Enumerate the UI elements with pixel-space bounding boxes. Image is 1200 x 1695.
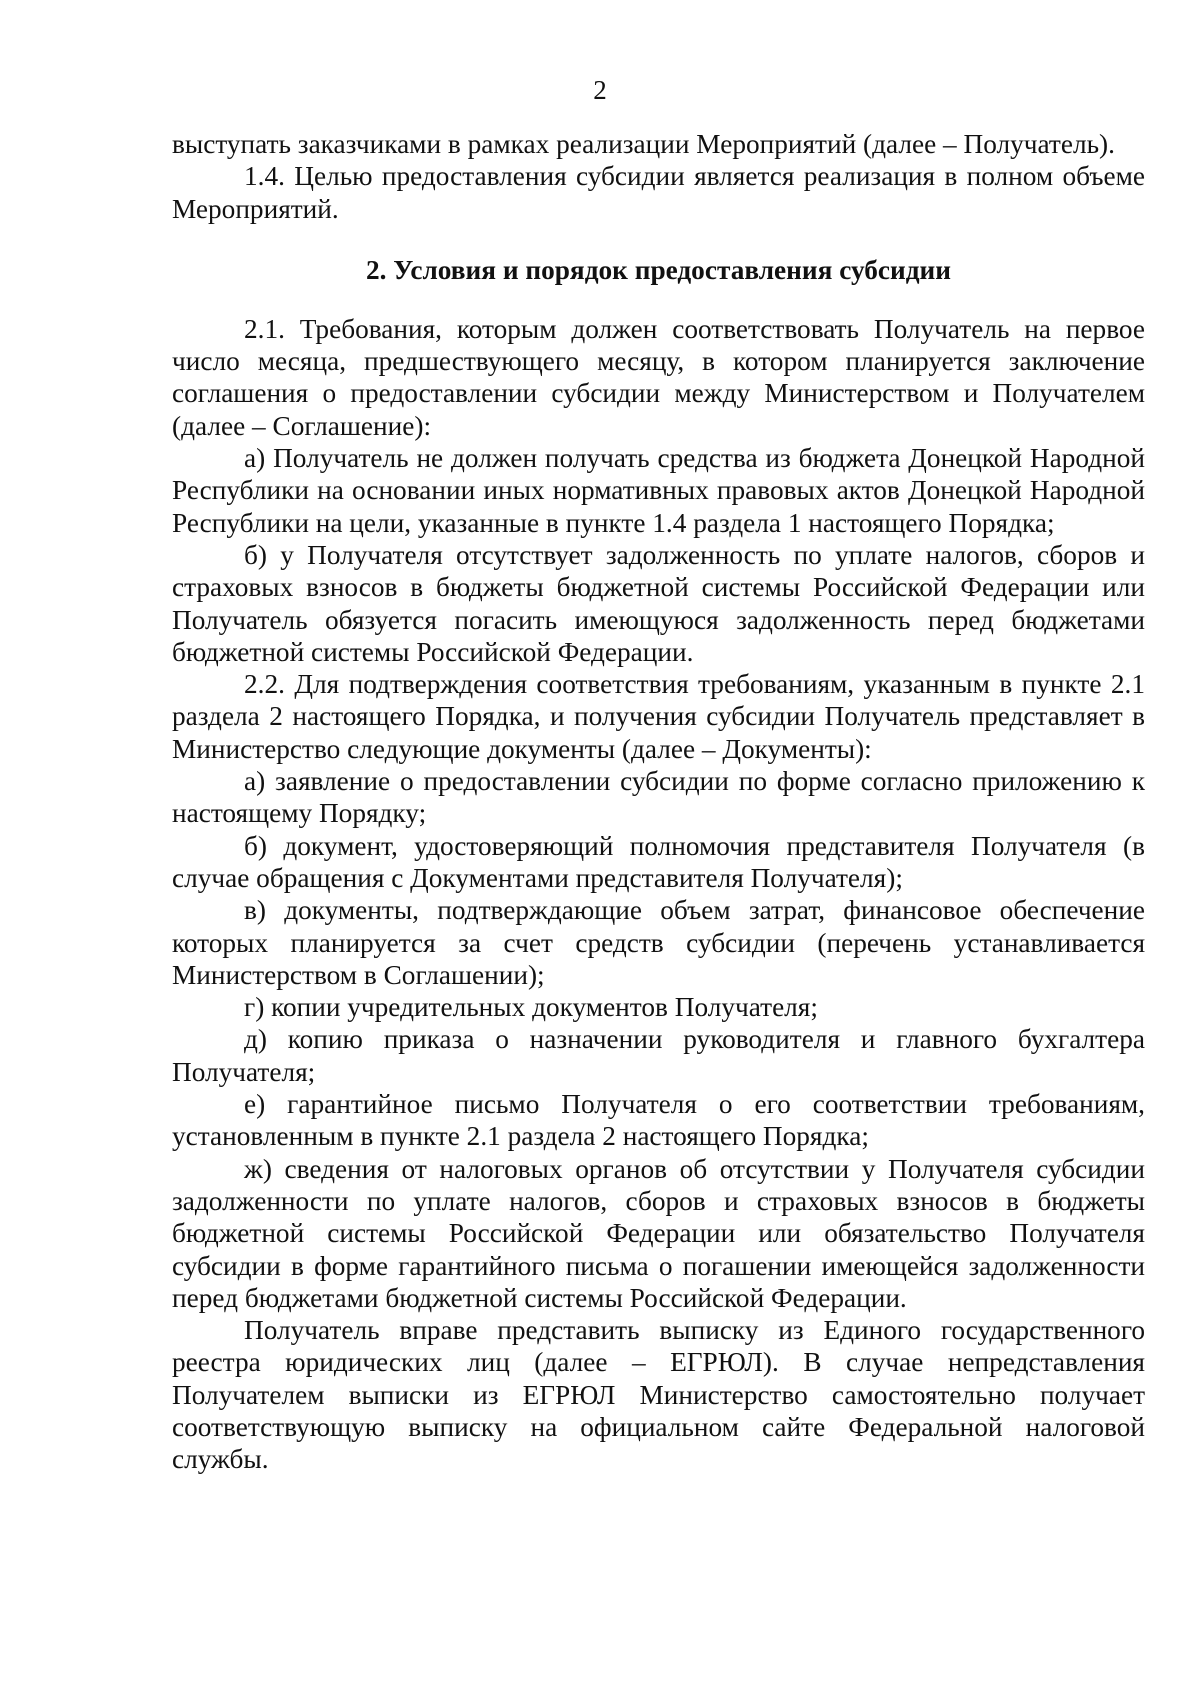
paragraph-2-1-b: б) у Получателя отсутствует задолженность по уплате налогов, сборов и страховых взносов в бюджеты бюджетной системы Российской Федерации или Получатель обязуется погасить имеющуюся задолженность перед бюджетами бюджетной системы Российской Федерации. [172, 539, 1145, 667]
paragraph-2-1-a: а) Получатель не должен получать средства из бюджета Донецкой Народной Республики на основании иных нормативных правовых актов Донецкой Народной Республики на цели, указанные в пункте 1.4 раздела 1 настоящего Порядка; [172, 443, 1145, 538]
paragraph-2-2-g: г) копии учредительных документов Получателя; [244, 992, 818, 1023]
paragraph-2-2-a: а) заявление о предоставлении субсидии по форме согласно приложению к настоящему Порядку; [172, 766, 1145, 829]
page-number: 2 [593, 75, 607, 105]
paragraph-2-2: 2.2. Для подтверждения соответствия требованиям, указанным в пункте 2.1 раздела 2 настоящего Порядка, и получения субсидии Получатель представляет в Министерство следующие документы (далее – Документы): [172, 669, 1145, 764]
paragraph-2-2-v: в) документы, подтверждающие объем затрат, финансовое обеспечение которых планируется за счет средств субсидии (перечень устанавливается Министерством в Соглашении); [172, 895, 1145, 990]
document-body [172, 128, 1145, 1476]
paragraph-egrul: Получатель вправе представить выписку из Единого государственного реестра юридических лиц (далее – ЕГРЮЛ). В случае непредставления Получателем выписки из ЕГРЮЛ Министерство самостоятельно получает соответствующую выписку на официальном сайте Федеральной налоговой службы. [172, 1315, 1145, 1475]
paragraph-2-1: 2.1. Требования, которым должен соответствовать Получатель на первое число месяца, предшествующего месяцу, в котором планируется заключение соглашения о предоставлении субсидии между Министерством и Получателем (далее – Соглашение): [172, 313, 1145, 441]
paragraph-continuation: выступать заказчиками в рамках реализации Мероприятий (далее – Получатель). [172, 129, 1115, 159]
section-heading: 2. Условия и порядок предоставления субсидии [365, 254, 952, 285]
paragraph-2-2-b: б) документ, удостоверяющий полномочия представителя Получателя (в случае обращения с Документами представителя Получателя); [172, 830, 1145, 893]
paragraph-2-2-d: д) копию приказа о назначении руководителя и главного бухгалтера Получателя; [172, 1024, 1145, 1087]
paragraph-2-2-e: е) гарантийное письмо Получателя о его соответствии требованиям, установленным в пункте 2.1 раздела 2 настоящего Порядка; [172, 1089, 1145, 1152]
paragraph-2-2-zh: ж) сведения от налоговых органов об отсутствии у Получателя субсидии задолженности по уплате налогов, сборов и страховых взносов в бюджеты бюджетной системы Российской Федерации или обязательство Получателя субсидии в форме гарантийного письма о погашении имеющейся задолженности перед бюджетами бюджетной системы Российской Федерации. [172, 1153, 1145, 1313]
paragraph-1-4: 1.4. Целью предоставления субсидии является реализация в полном объеме Мероприятий. [172, 161, 1145, 224]
